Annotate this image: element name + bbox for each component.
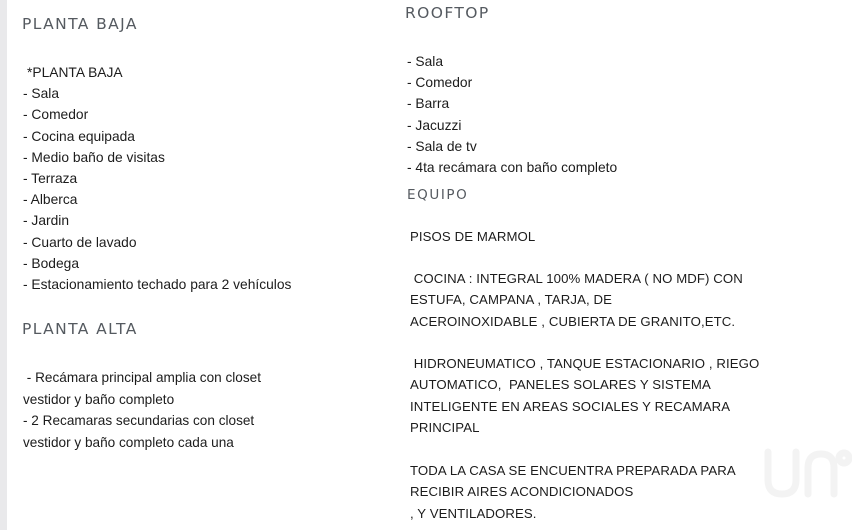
equipo-cocina (410, 268, 743, 332)
list-item: - Comedor (23, 107, 89, 123)
planta-baja-heading: PLANTA BAJA (22, 15, 138, 33)
list-item: - Sala (407, 54, 444, 69)
list-item: - Terraza (23, 171, 78, 187)
list-item: - Jardin (23, 213, 70, 229)
text-line: HIDRONEUMATICO , TANQUE ESTACIONARIO , RIEGO (410, 356, 760, 371)
planta-baja-list (23, 62, 291, 295)
list-item: - Cocina equipada (23, 128, 135, 144)
list-item: - 4ta recámara con baño completo (407, 160, 618, 176)
list-item: - Sala de tv (407, 138, 477, 154)
equipo-heading: EQUIPO (407, 187, 469, 203)
planta-alta-heading: PLANTA ALTA (22, 320, 138, 338)
text-line: AUTOMATICO, PANELES SOLARES Y SISTEMA (410, 377, 711, 393)
list-item: - Jacuzzi (407, 117, 462, 133)
equipo-pisos: PISOS DE MARMOL (410, 229, 536, 244)
list-item: - Cuarto de lavado (23, 234, 137, 250)
text-line: vestidor y baño completo cada una (23, 434, 234, 450)
list-item: - Bodega (23, 255, 79, 271)
text-line: PRINCIPAL (410, 419, 480, 435)
text-line: RECIBIR AIRES ACONDICIONADOS (410, 484, 634, 500)
text-line: COCINA : INTEGRAL 100% MADERA ( NO MDF) CON (410, 271, 743, 286)
list-item: - Barra (407, 96, 450, 112)
text-line: ACEROINOXIDABLE , CUBIERTA DE GRANITO,ETC. (410, 313, 736, 329)
text-line: , Y VENTILADORES. (410, 505, 537, 521)
list-item: - Medio baño de visitas (23, 149, 165, 165)
planta-alta-text (23, 367, 261, 453)
text-line: ESTUFA, CAMPANA , TARJA, DE (410, 292, 613, 308)
watermark-logo-icon (760, 438, 852, 508)
equipo-aires (410, 460, 736, 524)
list-item: - Estacionamiento techado para 2 vehículos (23, 277, 292, 293)
rooftop-heading: ROOFTOP (405, 4, 490, 22)
equipo-hidroneumatico (410, 353, 759, 438)
text-line: vestidor y baño completo (23, 391, 175, 407)
text-line: INTELIGENTE EN AREAS SOCIALES Y RECAMARA (410, 398, 731, 414)
text-line: - Recámara principal amplia con closet (23, 370, 261, 385)
list-item: *PLANTA BAJA (27, 65, 123, 80)
text-line: - 2 Recamaras secundarias con closet (23, 413, 255, 428)
rooftop-list (407, 51, 617, 178)
list-item: - Comedor (407, 75, 473, 91)
list-item: - Alberca (23, 192, 78, 208)
text-line: TODA LA CASA SE ENCUENTRA PREPARADA PARA (410, 463, 736, 478)
list-item: - Sala (23, 86, 60, 102)
